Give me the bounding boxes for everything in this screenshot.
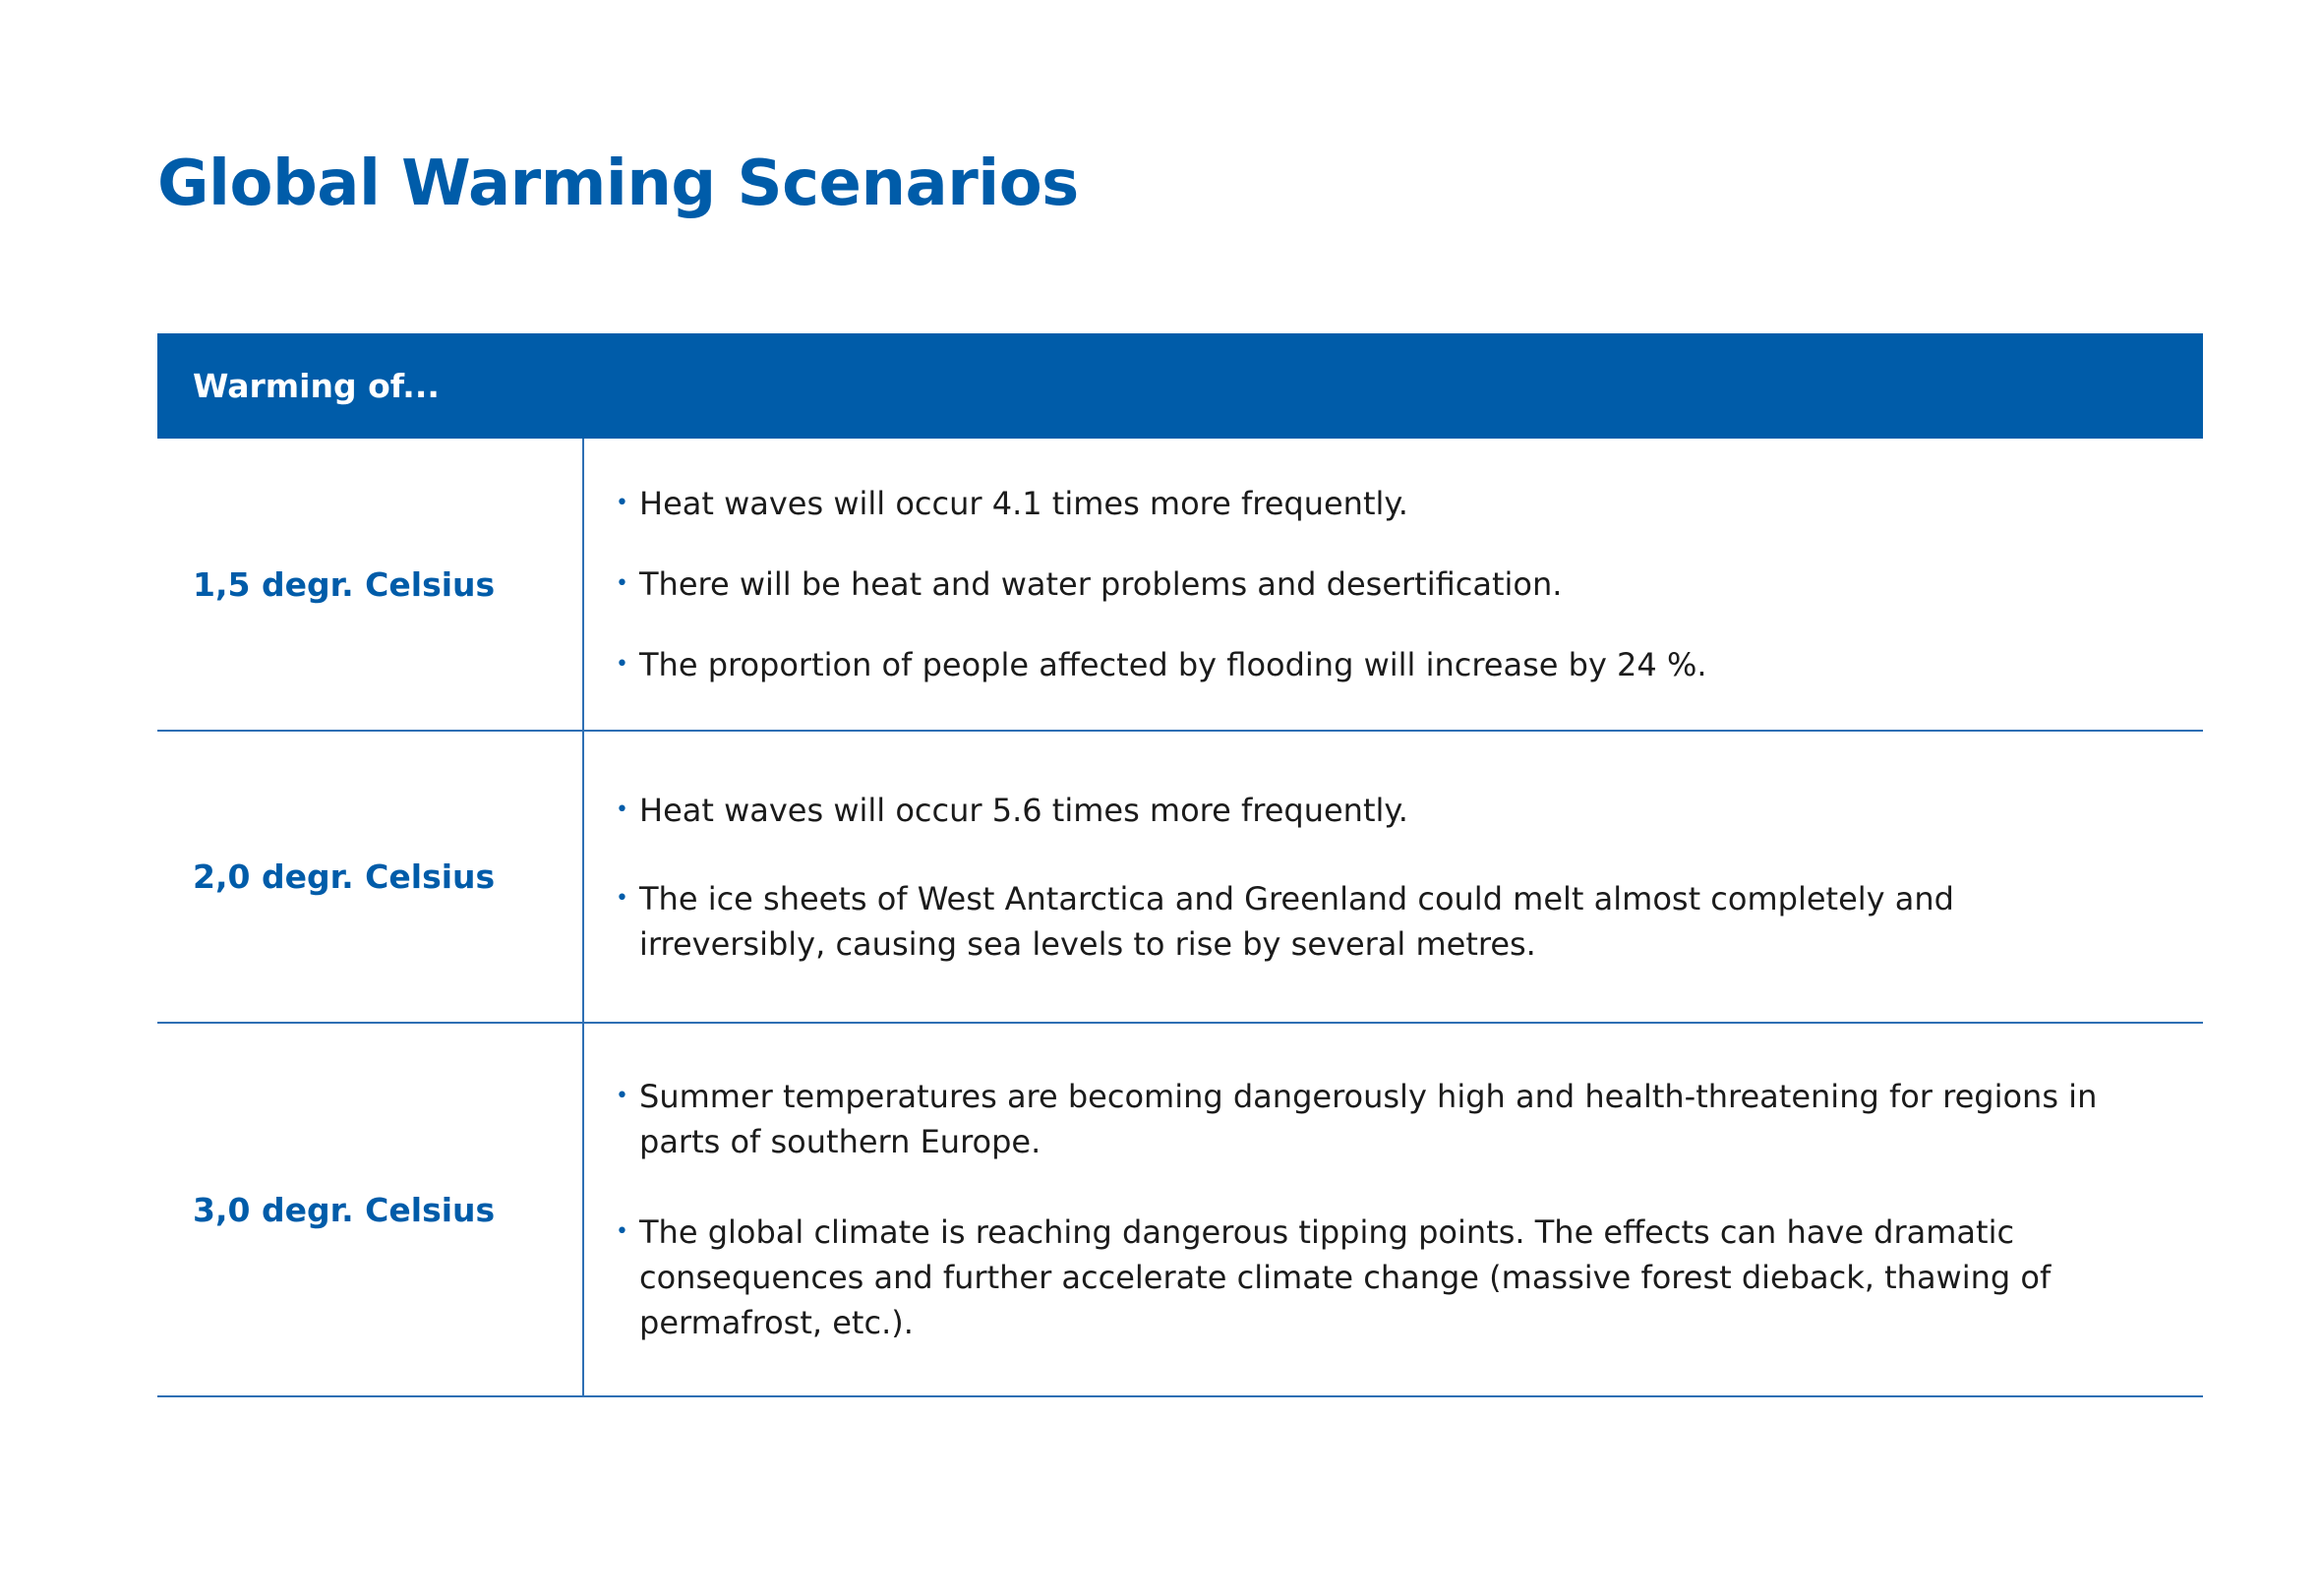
scenarios-table [157,333,2203,1397]
bullet-icon: • [616,652,628,677]
list-item [616,562,2144,607]
row-label-cell [157,732,584,1022]
bullet-icon: • [616,1084,628,1108]
page-title: Global Warming Scenarios [157,148,1079,220]
table-row [157,732,2203,1024]
row-label-cell [157,439,584,730]
bullet-icon: • [616,571,628,596]
table-header [157,333,2203,439]
table-header-label: Warming of... [193,367,440,405]
table-row [157,439,2203,732]
row-items-cell [584,439,2203,730]
table-row [157,1024,2203,1397]
list-item-text: Heat waves will occur 4.1 times more frequently. [639,485,1408,522]
list-item-text: The proportion of people affected by flooding will increase by 24 %. [639,646,1707,683]
bullet-icon: • [616,885,628,911]
row-items-cell [584,1024,2203,1395]
list-item-text: Summer temperatures are becoming dangerously high and health-threatening for regions in parts of southern Europe. [639,1078,2098,1160]
bullet-icon: • [616,491,628,515]
list-item [616,481,2144,526]
list-item [616,876,2144,967]
row-items-cell [584,732,2203,1022]
list-item-text: Heat waves will occur 5.6 times more frequently. [639,791,1408,829]
row-label: 3,0 degr. Celsius [193,1190,496,1229]
list-item-text: The ice sheets of West Antarctica and Greenland could melt almost completely and irreversibly, causing sea levels to rise by several metres. [639,879,1954,963]
row-label-cell [157,1024,584,1395]
bullet-icon: • [616,1219,628,1244]
list-item [616,642,2144,687]
list-item-text: The global climate is reaching dangerous tipping points. The effects can have dramatic consequences and further accelerate climate change (massive forest dieback, thawing of permafrost, etc.). [639,1213,2052,1341]
list-item [616,1074,2144,1164]
list-item [616,788,2144,833]
list-item-text: There will be heat and water problems and desertification. [639,565,1563,603]
list-item [616,1210,2144,1345]
bullet-icon: • [616,797,628,822]
row-label: 1,5 degr. Celsius [193,564,496,604]
row-label: 2,0 degr. Celsius [193,857,496,896]
